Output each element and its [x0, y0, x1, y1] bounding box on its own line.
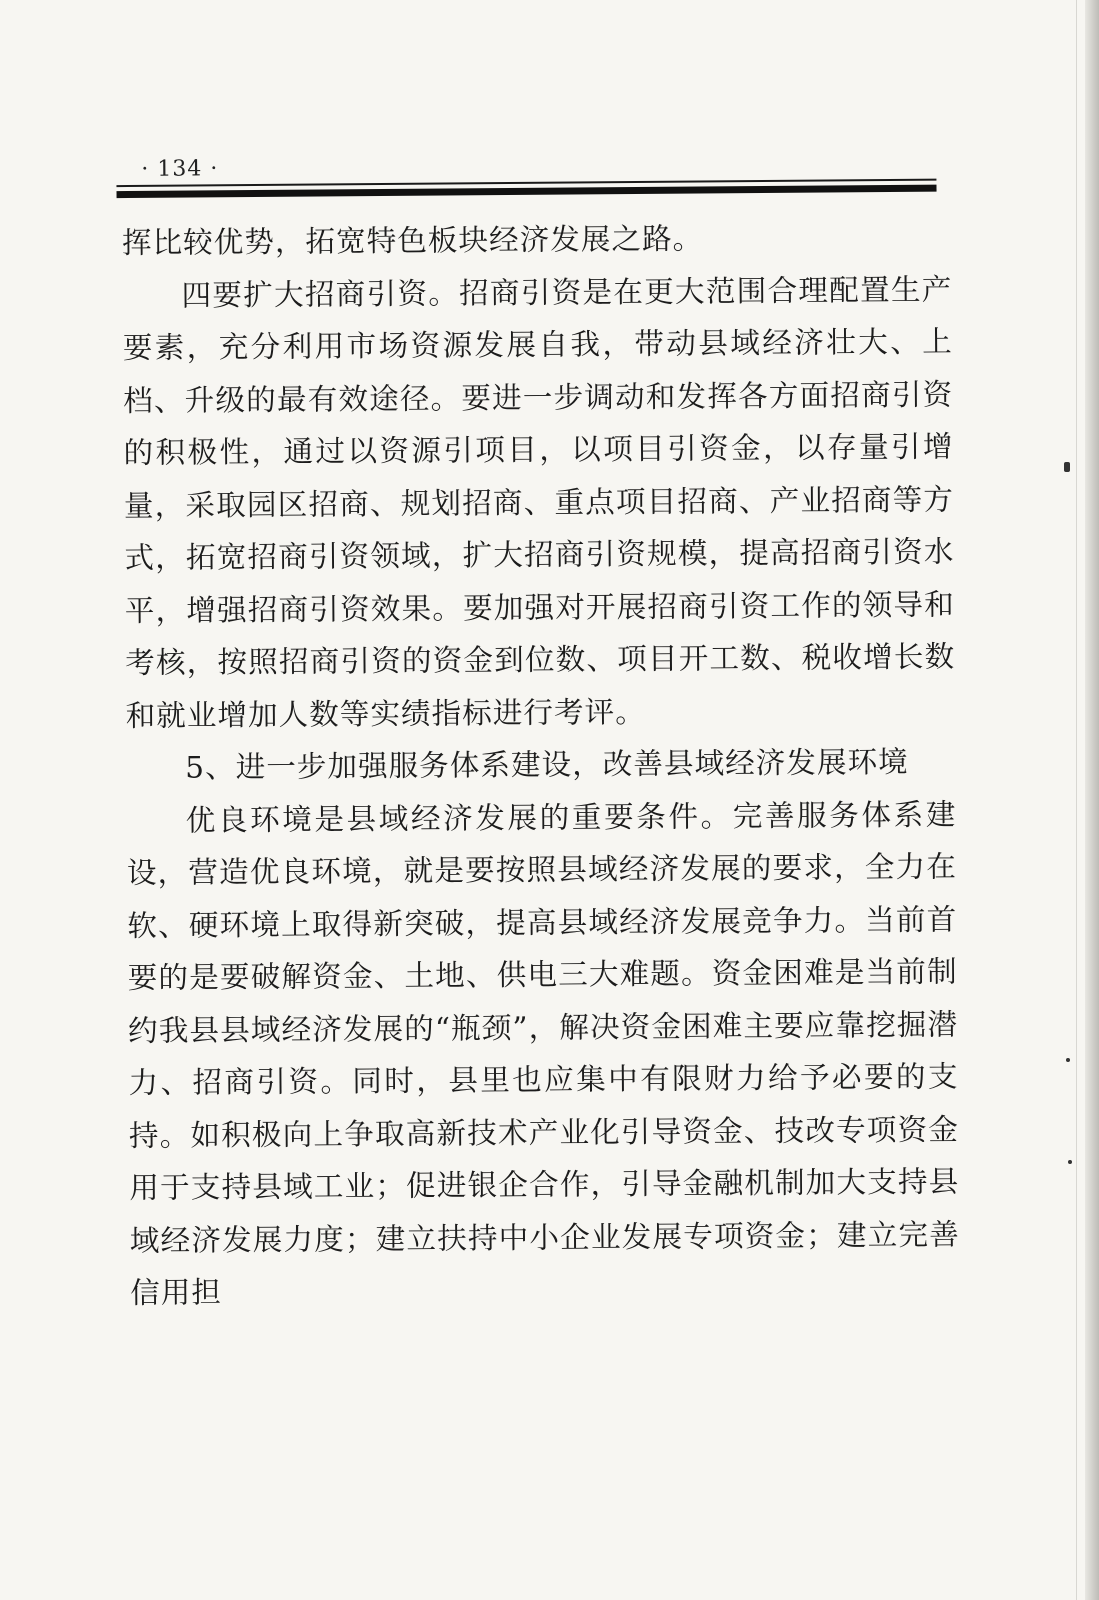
header-rule-thick	[117, 185, 937, 198]
section-heading-service-system: 5、进一步加强服务体系建设，改善县域经济发展环境	[185, 744, 909, 785]
scan-edge-shadow	[1085, 0, 1099, 1600]
scan-speck	[1064, 462, 1070, 472]
scan-speck	[1068, 1160, 1072, 1164]
page-number: · 134 ·	[141, 156, 219, 182]
scan-speck	[1066, 1058, 1070, 1062]
paragraph-environment: 优良环境是县域经济发展的重要条件。完善服务体系建设，营造优良环境，就是要按照县域经济发展的要求，全力在软、硬环境上取得新突破，提高县域经济发展竞争力。当前首要的是要破解资金、土地、供电三大难题。资金困难是当前制约我县县域经济发展的“瓶颈”，解决资金困难主要应靠挖掘潜力、招商引资。同时，县里也应集中有限财力给予必要的支持。如积极向上争取高新技术产业化引导资金、技改专项资金用于支持县域工业；促进银企合作，引导金融机制加大支持县域经济发展力度；建立扶持中小企业发展专项资金；建立完善信用担	[126, 797, 960, 1311]
body-text	[122, 211, 961, 1320]
scan-edge-line	[1076, 0, 1077, 1600]
paragraph-investment-attraction: 四要扩大招商引资。招商引资是在更大范围合理配置生产要素，充分利用市场资源发展自我，带动县域经济壮大、上档、升级的最有效途径。要进一步调动和发挥各方面招商引资的积极性，通过以资源引项目，以项目引资金，以存量引增量，采取园区招商、规划招商、重点项目招商、产业招商等方式，拓宽招商引资领域，扩大招商引资规模，提高招商引资水平，增强招商引资效果。要加强对开展招商引资工作的领导和考核，按照招商引资的资金到位数、项目开工数、税收增长数和就业增加人数等实绩指标进行考评。	[122, 272, 956, 733]
paragraph-continuation: 挥比较优势，拓宽特色板块经济发展之路。	[121, 221, 704, 261]
